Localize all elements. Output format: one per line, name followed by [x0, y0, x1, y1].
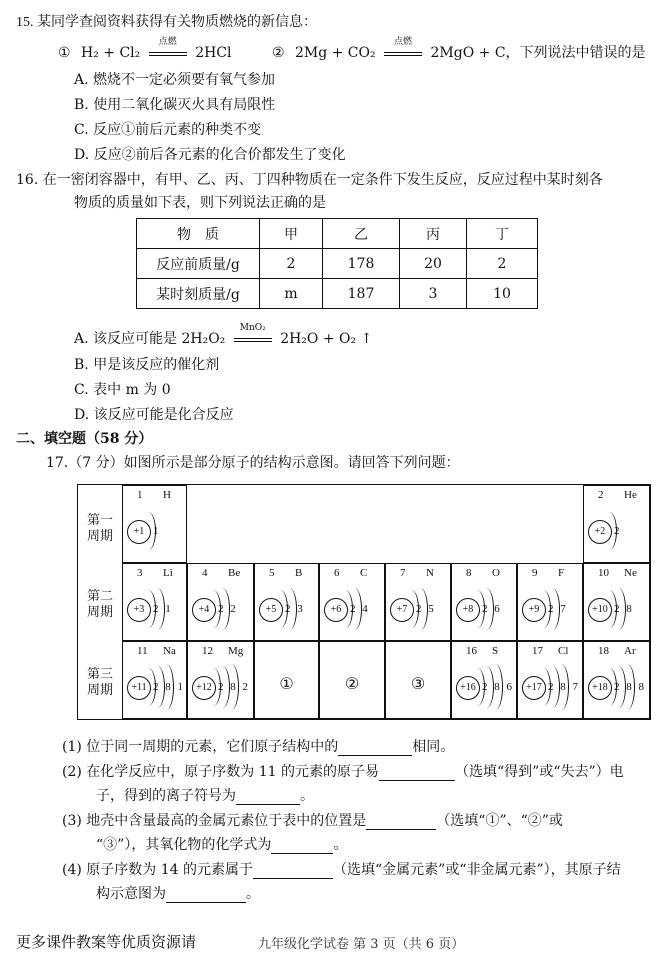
- answer-blank[interactable]: [366, 815, 436, 830]
- electron-counts: 1: [153, 525, 161, 537]
- element-symbol: He: [624, 489, 637, 501]
- table-header-cell: 丁: [467, 219, 538, 249]
- element-symbol: N: [426, 567, 434, 579]
- element-cell-b: [254, 563, 319, 641]
- table-cell: 某时刻质量/g: [137, 279, 260, 309]
- q16-option-a-products: 2H₂O + O₂ ↑: [280, 331, 373, 347]
- element-symbol: S: [492, 645, 499, 657]
- nucleus-circle: +9: [522, 598, 546, 622]
- element-cell-c: [319, 563, 385, 641]
- table-cell: 178: [323, 249, 400, 279]
- reaction2-arrow: [382, 37, 424, 62]
- electron-counts: 2 7: [548, 603, 568, 615]
- element-symbol: Cl: [558, 645, 569, 657]
- nucleus-circle: +5: [259, 598, 283, 622]
- element-cell-he: [583, 485, 650, 563]
- table-cell: 3: [400, 279, 467, 309]
- electron-counts: 2 8 2: [218, 681, 250, 693]
- table-header-cell: 乙: [323, 219, 400, 249]
- nucleus-circle: +3: [127, 598, 151, 622]
- sub4-end: 。: [246, 886, 260, 902]
- electron-counts: 2 1: [153, 603, 173, 615]
- blank-cell: [385, 641, 451, 719]
- element-symbol: C: [360, 567, 368, 579]
- element-cell-n: [385, 563, 451, 641]
- q15-option-b[interactable]: B. 使用二氧化碳灭火具有局限性: [74, 97, 276, 113]
- nucleus-circle: +4: [192, 598, 216, 622]
- reaction1-arrow: [147, 37, 189, 62]
- q16-option-c[interactable]: C. 表中 m 为 0: [74, 382, 171, 398]
- nucleus-circle: +12: [192, 676, 216, 700]
- electron-counts: 2 8 8: [614, 681, 646, 693]
- atomic-number: 3: [137, 567, 143, 579]
- element-symbol: Li: [163, 567, 173, 579]
- electron-counts: 2: [614, 525, 622, 537]
- atomic-number: 2: [598, 489, 604, 501]
- nucleus-circle: +7: [390, 598, 414, 622]
- reaction2-condition: 点燃: [394, 37, 413, 47]
- element-symbol: Ne: [624, 567, 637, 579]
- reaction1-reactants: H₂ + Cl₂: [81, 45, 141, 61]
- element-cell-h: [122, 485, 187, 563]
- table-header-cell: 甲: [260, 219, 323, 249]
- q17-stem: 17.（7 分）如图所示是部分原子的结构示意图。请回答下列问题：: [46, 455, 460, 471]
- atomic-number: 6: [334, 567, 340, 579]
- q15-stem: 15. 某同学查阅资料获得有关物质燃烧的新信息：: [16, 15, 317, 30]
- electron-counts: 2 2: [218, 603, 238, 615]
- table-cell: 2: [260, 249, 323, 279]
- answer-blank[interactable]: [253, 864, 333, 879]
- element-symbol: H: [163, 489, 171, 501]
- mno2-arrow: [232, 323, 274, 348]
- electron-counts: 2 3: [285, 603, 305, 615]
- nucleus-circle: +17: [522, 676, 546, 700]
- reaction1-condition: 点燃: [158, 37, 177, 47]
- atomic-number: 5: [269, 567, 275, 579]
- electron-counts: 2 8 7: [548, 681, 580, 693]
- answer-blank[interactable]: [236, 790, 300, 805]
- table-cell: 20: [400, 249, 467, 279]
- blank-cell: [319, 641, 385, 719]
- section-heading: 二、填空题（58 分）: [16, 431, 153, 447]
- element-symbol: Na: [163, 645, 176, 657]
- period-1-label: 第一 周期: [86, 513, 113, 544]
- answer-blank[interactable]: [379, 766, 455, 781]
- element-symbol: Ar: [624, 645, 636, 657]
- element-symbol: F: [558, 567, 565, 579]
- element-cell-f: [517, 563, 583, 641]
- atomic-number: 8: [466, 567, 472, 579]
- period-3-label: 第三 周期: [86, 667, 113, 698]
- q17-sub3-cont: [96, 836, 347, 854]
- element-cell-mg: [187, 641, 254, 719]
- q17-sub2: [62, 763, 624, 781]
- reaction2-reactants: 2Mg + CO₂: [294, 45, 376, 61]
- element-symbol: Mg: [228, 645, 244, 657]
- table-header-cell: 物 质: [137, 219, 260, 249]
- element-symbol: B: [295, 567, 303, 579]
- sub3-text: (3) 地壳中含量最高的金属元素位于表中的位置是: [62, 813, 367, 829]
- footer-ad-text: 更多课件教案等优质资源请: [16, 933, 197, 951]
- atomic-number: 17: [532, 645, 543, 657]
- q16-option-a[interactable]: [74, 323, 373, 348]
- nucleus-circle: +18: [588, 676, 612, 700]
- element-cell-na: [122, 641, 187, 719]
- reaction2-products: 2MgO + C，下列说法中错误的是: [430, 45, 646, 61]
- q15-reactions: [58, 37, 646, 62]
- mass-table: [136, 218, 538, 309]
- table-row: [137, 279, 538, 309]
- electron-counts: 2 8: [614, 603, 634, 615]
- element-cell-s: [451, 641, 517, 719]
- element-cell-ar: [583, 641, 650, 719]
- q16-option-a-text: A. 该反应可能是 2H₂O₂: [74, 331, 226, 347]
- nucleus-circle: +10: [588, 598, 612, 622]
- table-cell: m: [260, 279, 323, 309]
- period-2-label: 第二 周期: [86, 589, 113, 620]
- sub3-end: 。: [333, 837, 348, 853]
- electron-counts: 2 8 6: [482, 681, 514, 693]
- sub2-end: 。: [300, 788, 314, 804]
- answer-blank[interactable]: [338, 741, 412, 756]
- table-cell: 10: [467, 279, 538, 309]
- atomic-number: 18: [598, 645, 609, 657]
- sub4-mid: （选填“金属元素”或“非金属元素”），其原子结: [333, 862, 621, 878]
- atomic-number: 4: [202, 567, 208, 579]
- atomic-number: 12: [202, 645, 213, 657]
- q16-option-b[interactable]: B. 甲是该反应的催化剂: [74, 357, 220, 373]
- atomic-number: 9: [532, 567, 538, 579]
- q16-stem-line2: 物质的质量如下表，则下列说法正确的是: [74, 195, 326, 211]
- nucleus-circle: +11: [127, 676, 151, 700]
- electron-counts: 2 6: [482, 603, 502, 615]
- q16-stem-line1: 16. 在一密闭容器中，有甲、乙、丙、丁四种物质在一定条件下发生反应，反应过程中某时刻各: [16, 172, 603, 188]
- q15-option-d[interactable]: D. 反应②前后各元素的化合价都发生了变化: [74, 147, 346, 163]
- sub3-text2: “③”），其氧化物的化学式为: [96, 837, 272, 853]
- position-mark: ②: [344, 674, 360, 693]
- electron-counts: 2 5: [416, 603, 436, 615]
- atomic-number: 16: [466, 645, 477, 657]
- sub3-mid: （选填“①”、“②”或: [436, 813, 563, 829]
- atomic-number: 1: [137, 489, 143, 501]
- blank-cell: [254, 641, 319, 719]
- table-header-row: [137, 219, 538, 249]
- element-cell-li: [122, 563, 187, 641]
- q17-sub4-cont: [96, 885, 260, 903]
- q17-sub1: [62, 738, 454, 756]
- nucleus-circle: +16: [456, 676, 480, 700]
- position-mark: ③: [410, 674, 426, 693]
- sub2-text: (2) 在化学反应中，原子序数为 11 的元素的原子易: [62, 764, 379, 780]
- element-cell-be: [187, 563, 254, 641]
- catalyst-label: MnO₂: [239, 323, 266, 333]
- sub4-text2: 构示意图为: [96, 886, 166, 902]
- element-cell-ne: [583, 563, 650, 641]
- answer-blank[interactable]: [271, 839, 333, 854]
- table-row: [137, 249, 538, 279]
- q17-sub3: [62, 812, 563, 830]
- element-symbol: Be: [228, 567, 241, 579]
- element-cell-o: [451, 563, 517, 641]
- nucleus-circle: +1: [127, 520, 151, 544]
- nucleus-circle: +2: [588, 520, 612, 544]
- sub2-text2: 子，得到的离子符号为: [96, 788, 236, 804]
- table-header-cell: 丙: [400, 219, 467, 249]
- element-cell-cl: [517, 641, 583, 719]
- atomic-number: 11: [137, 645, 148, 657]
- sub1-tail: 相同。: [412, 739, 455, 755]
- electron-counts: 2 8 1: [153, 681, 185, 693]
- nucleus-circle: +8: [456, 598, 480, 622]
- q16-option-d[interactable]: D. 该反应可能是化合反应: [74, 407, 234, 423]
- sub4-text: (4) 原子序数为 14 的元素属于: [62, 862, 253, 878]
- table-cell: 187: [323, 279, 400, 309]
- reaction2-label: ②: [271, 45, 285, 61]
- electron-counts: 2 4: [350, 603, 370, 615]
- sub1-text: (1) 位于同一周期的元素，它们原子结构中的: [62, 739, 339, 755]
- q15-option-a[interactable]: A. 燃烧不一定必须要有氧气参加: [74, 72, 276, 88]
- table-cell: 2: [467, 249, 538, 279]
- q15-option-c[interactable]: C. 反应①前后元素的种类不变: [74, 122, 262, 138]
- sub2-mid: （选填“得到”或“失去”）电: [455, 764, 624, 780]
- element-symbol: O: [492, 567, 500, 579]
- reaction1-products: 2HCl: [195, 45, 232, 61]
- nucleus-circle: +6: [324, 598, 348, 622]
- answer-blank[interactable]: [166, 888, 246, 903]
- atomic-number: 10: [598, 567, 609, 579]
- table-cell: 反应前质量/g: [137, 249, 260, 279]
- q17-sub2-cont: [96, 787, 314, 805]
- atomic-structure-table: [77, 484, 651, 720]
- reaction1-label: ①: [58, 45, 71, 61]
- page-footer: 九年级化学试卷 第 3 页（共 6 页）: [258, 937, 465, 952]
- atomic-number: 7: [400, 567, 406, 579]
- q17-sub4: [62, 861, 621, 879]
- position-mark: ①: [279, 674, 294, 693]
